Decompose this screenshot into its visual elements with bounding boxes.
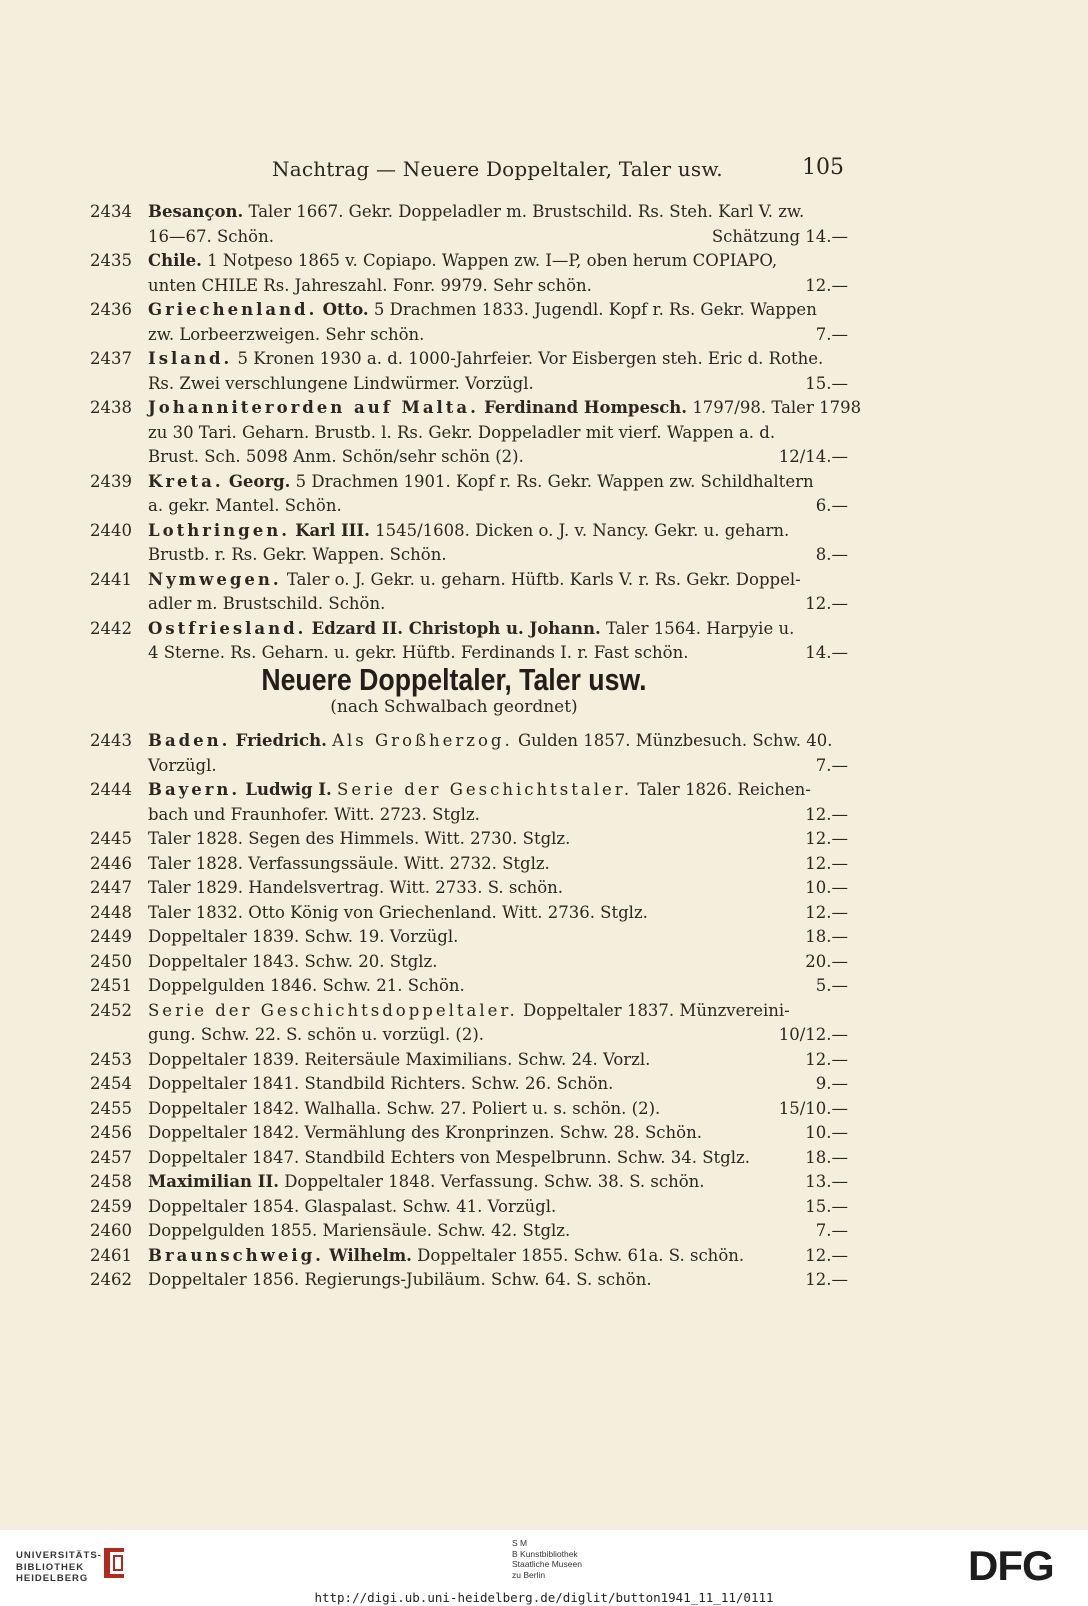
entry-text: Taler 1564. Harpyie u. (605, 618, 795, 638)
catalog-entry (88, 1048, 848, 1073)
kunstbibliothek-label: S M B Kunstbibliothek Staatliche Museen zu Berlin (512, 1538, 582, 1580)
catalog-entry (88, 249, 848, 298)
entry-text: 4 Sterne. Rs. Geharn. u. gekr. Hüftb. Ferdinands I. r. Fast schön. (148, 643, 689, 662)
dfg-logo: DFG (968, 1542, 1054, 1589)
entry-price: 7.— (815, 324, 848, 344)
entry-price: 12.— (805, 853, 848, 873)
entry-ruler: Wilhelm. (329, 1245, 412, 1265)
lot-number: 2462 (90, 1270, 132, 1289)
entry-heading: Bayern. (148, 780, 241, 799)
section-subtitle: (nach Schwalbach geordnet) (330, 697, 578, 717)
lot-number: 2440 (90, 520, 132, 540)
lot-number: 2458 (90, 1172, 132, 1191)
entry-text: Doppeltaler 1843. Schw. 20. Stglz. (148, 951, 438, 971)
entry-price: 5.— (815, 976, 848, 995)
entry-heading: Baden. (148, 731, 231, 750)
catalog-entry (88, 778, 848, 827)
entry-text: Doppeltaler 1842. Walhalla. Schw. 27. Poliert u. s. schön. (2). (148, 1098, 661, 1118)
catalog-entry (88, 827, 848, 852)
catalog-entry (88, 1268, 848, 1293)
entry-text: Doppeltaler 1847. Standbild Echters von Mespelbrunn. Schw. 34. Stglz. (148, 1147, 750, 1167)
catalog-entry (88, 974, 848, 999)
entry-price: 10/12.— (778, 1025, 848, 1044)
entry-price: 8.— (815, 545, 848, 564)
section-title: Neuere Doppeltaler, Taler usw. (261, 662, 647, 697)
entry-text: Taler 1826. Reichen- (637, 780, 811, 799)
catalog-entry (88, 1244, 848, 1269)
entry-text: Rs. Zwei verschlungene Lindwürmer. Vorzügl. (148, 373, 534, 393)
entry-price: 9.— (815, 1074, 848, 1093)
lot-number: 2445 (90, 829, 132, 848)
catalog-entry (88, 1219, 848, 1244)
entry-heading: Island. (148, 349, 233, 368)
catalog-entry (88, 298, 848, 347)
catalog-entry (88, 925, 848, 950)
entry-heading: Besançon. (148, 202, 244, 221)
lot-number: 2447 (90, 878, 132, 897)
entry-price: 12/14.— (778, 447, 848, 466)
entry-heading: Chile. (148, 251, 202, 270)
entry-ruler: Ferdinand Hompesch. (484, 398, 688, 417)
entry-price: 12.— (805, 594, 848, 613)
entry-price: 20.— (805, 951, 848, 971)
catalog-entry (88, 519, 848, 568)
doppeltaler-list (88, 729, 848, 1293)
lot-number: 2448 (90, 902, 132, 922)
lot-number: 2453 (90, 1049, 132, 1069)
lot-number: 2454 (90, 1074, 132, 1093)
page-number: 105 (802, 155, 844, 180)
catalog-entry (88, 617, 848, 666)
entry-price: 6.— (815, 496, 848, 515)
entry-price: 15/10.— (778, 1098, 848, 1118)
entry-text: zu 30 Tari. Geharn. Brustb. l. Rs. Gekr. Doppeladler mit vierf. Wappen a. d. (148, 422, 776, 442)
entry-price: 14.— (805, 643, 848, 662)
entry-series: Als Großherzog. (332, 731, 513, 750)
entry-ruler: Karl III. (295, 520, 370, 540)
entry-text: Doppeltaler 1856. Regierungs-Jubiläum. Schw. 64. S. schön. (148, 1270, 652, 1289)
entry-price: 15.— (805, 373, 848, 393)
entry-price: 12.— (805, 804, 848, 824)
lot-number: 2436 (90, 300, 132, 319)
source-url[interactable]: http://digi.ub.uni-heidelberg.de/diglit/button1941_11_11/0111 (314, 1590, 774, 1605)
catalog-entry (88, 729, 848, 778)
lot-number: 2442 (90, 618, 132, 638)
catalog-entry (88, 200, 848, 249)
entry-series: Serie der Geschichtstaler. (337, 780, 633, 799)
entry-text: gung. Schw. 22. S. schön u. vorzügl. (2). (148, 1025, 485, 1044)
entry-price: 15.— (805, 1196, 848, 1216)
entry-heading: Lothringen. (148, 520, 290, 540)
entry-text: Taler 1829. Handelsvertrag. Witt. 2733. S. schön. (148, 878, 564, 897)
lot-number: 2451 (90, 976, 132, 995)
entry-text: Doppeltaler 1839. Reitersäule Maximilians. Schw. 24. Vorzl. (148, 1049, 651, 1069)
lot-number: 2437 (90, 349, 132, 368)
entry-price: 12.— (805, 902, 848, 922)
entry-heading: Ostfriesland. (148, 618, 307, 638)
catalog-entry (88, 1195, 848, 1220)
entry-text: Brustb. r. Rs. Gekr. Wappen. Schön. (148, 545, 447, 564)
catalog-entry (88, 1121, 848, 1146)
university-library-label: UNIVERSITÄTS- BIBLIOTHEK HEIDELBERG (16, 1550, 102, 1584)
lot-number: 2457 (90, 1147, 132, 1167)
entry-text: Doppeltaler 1855. Schw. 61a. S. schön. (417, 1245, 745, 1265)
entry-heading: Johanniterorden auf Malta. (148, 398, 479, 417)
entry-ruler: Friedrich. (235, 731, 327, 750)
entry-text: Brust. Sch. 5098 Anm. Schön/sehr schön (2). (148, 447, 524, 466)
entry-series: Serie der Geschichtsdoppeltaler. (148, 1000, 518, 1020)
catalog-entry (88, 1146, 848, 1171)
lot-number: 2434 (90, 202, 132, 221)
entry-price: 12.— (805, 829, 848, 848)
lot-number: 2444 (90, 780, 132, 799)
entry-ruler: Otto. (322, 300, 369, 319)
catalog-entry (88, 1097, 848, 1122)
catalog-entry (88, 568, 848, 617)
entry-text: Gulden 1857. Münzbesuch. Schw. 40. (518, 731, 833, 750)
entry-text: Taler 1667. Gekr. Doppeladler m. Brustschild. Rs. Steh. Karl V. zw. (248, 202, 805, 221)
entry-text: 16—67. Schön. (148, 226, 274, 246)
lot-number: 2450 (90, 951, 132, 971)
entry-text: Taler o. J. Gekr. u. geharn. Hüftb. Karls V. r. Rs. Gekr. Doppel- (286, 569, 801, 589)
catalog-entry (88, 852, 848, 877)
entry-heading: Griechenland. (148, 300, 318, 319)
entry-text: 1797/98. Taler 1798 (692, 398, 862, 417)
entry-text: Doppeltaler 1842. Vermählung des Kronprinzen. Schw. 28. Schön. (148, 1123, 702, 1142)
lot-number: 2456 (90, 1123, 132, 1142)
entry-heading: Nymwegen. (148, 569, 282, 589)
entry-text: Vorzügl. (148, 755, 217, 775)
entry-price: 18.— (805, 927, 848, 946)
entry-price: 7.— (815, 755, 848, 775)
entry-price: 7.— (815, 1221, 848, 1240)
entry-text: Doppeltaler 1839. Schw. 19. Vorzügl. (148, 927, 459, 946)
entry-heading: Braunschweig. (148, 1245, 324, 1265)
catalog-entry (88, 876, 848, 901)
catalog-entry (88, 950, 848, 975)
entry-text: Doppeltaler 1837. Münzvereini- (522, 1000, 790, 1020)
entry-text: 1545/1608. Dicken o. J. v. Nancy. Gekr. u. geharn. (375, 520, 790, 540)
entry-text: 1 Notpeso 1865 v. Copiapo. Wappen zw. I—P, oben herum COPIAPO, (207, 251, 778, 270)
entry-text: Taler 1828. Segen des Himmels. Witt. 2730. Stglz. (148, 829, 571, 848)
lot-number: 2438 (90, 398, 132, 417)
entry-text: Taler 1828. Verfassungssäule. Witt. 2732. Stglz. (148, 853, 550, 873)
entry-ruler: Ludwig I. (245, 780, 332, 799)
lot-number: 2455 (90, 1098, 132, 1118)
catalog-entry (88, 347, 848, 396)
catalog-entry (88, 396, 862, 470)
running-title: Nachtrag — Neuere Doppeltaler, Taler usw. (272, 157, 723, 181)
entry-text: a. gekr. Mantel. Schön. (148, 496, 342, 515)
entry-text: 5 Drachmen 1833. Jugendl. Kopf r. Rs. Gekr. Wappen (373, 300, 817, 319)
entry-text: 5 Drachmen 1901. Kopf r. Rs. Gekr. Wappen zw. Schildhaltern (295, 471, 814, 491)
entry-text: zw. Lorbeerzweigen. Sehr schön. (148, 324, 425, 344)
entry-price: Schätzung 14.— (711, 226, 848, 246)
lot-number: 2449 (90, 927, 132, 946)
entry-text: Taler 1832. Otto König von Griechenland. Witt. 2736. Stglz. (148, 902, 648, 922)
lot-number: 2459 (90, 1196, 132, 1216)
entry-text: Doppelgulden 1855. Mariensäule. Schw. 42. Stglz. (148, 1221, 571, 1240)
entry-price: 12.— (805, 1049, 848, 1069)
entry-price: 18.— (805, 1147, 848, 1167)
entry-text: Doppeltaler 1841. Standbild Richters. Schw. 26. Schön. (148, 1074, 614, 1093)
catalog-entry (88, 901, 848, 926)
entry-text: Doppeltaler 1854. Glaspalast. Schw. 41. Vorzügl. (148, 1196, 557, 1216)
running-header (0, 157, 1088, 187)
catalog-entry (88, 1072, 848, 1097)
lot-number: 2439 (90, 471, 132, 491)
entry-text: bach und Fraunhofer. Witt. 2723. Stglz. (148, 804, 480, 824)
catalog-entry (88, 470, 848, 519)
entry-text: 5 Kronen 1930 a. d. 1000-Jahrfeier. Vor Eisbergen steh. Eric d. Rothe. (237, 349, 824, 368)
university-logo-icon (100, 1546, 128, 1580)
catalog-entry (88, 1170, 848, 1195)
entry-heading: Kreta. (148, 471, 224, 491)
lot-number: 2435 (90, 251, 132, 270)
nachtrag-list (88, 200, 862, 666)
entry-text: Doppelgulden 1846. Schw. 21. Schön. (148, 976, 465, 995)
lot-number: 2461 (90, 1245, 132, 1265)
entry-price: 12.— (805, 1245, 848, 1265)
entry-price: 12.— (805, 1270, 848, 1289)
entry-ruler: Edzard II. Christoph u. Johann. (311, 618, 601, 638)
entry-price: 10.— (805, 878, 848, 897)
entry-price: 12.— (805, 275, 848, 295)
entry-text: Doppeltaler 1848. Verfassung. Schw. 38. S. schön. (284, 1172, 705, 1191)
entry-price: 10.— (805, 1123, 848, 1142)
entry-ruler: Maximilian II. (148, 1172, 279, 1191)
entry-text: unten CHILE Rs. Jahreszahl. Fonr. 9979. Sehr schön. (148, 275, 592, 295)
catalog-entry (88, 999, 848, 1048)
entry-text: adler m. Brustschild. Schön. (148, 594, 386, 613)
lot-number: 2446 (90, 853, 132, 873)
lot-number: 2443 (90, 731, 132, 750)
lot-number: 2441 (90, 569, 132, 589)
entry-price: 13.— (805, 1172, 848, 1191)
lot-number: 2460 (90, 1221, 132, 1240)
entry-ruler: Georg. (228, 471, 291, 491)
lot-number: 2452 (90, 1000, 132, 1020)
